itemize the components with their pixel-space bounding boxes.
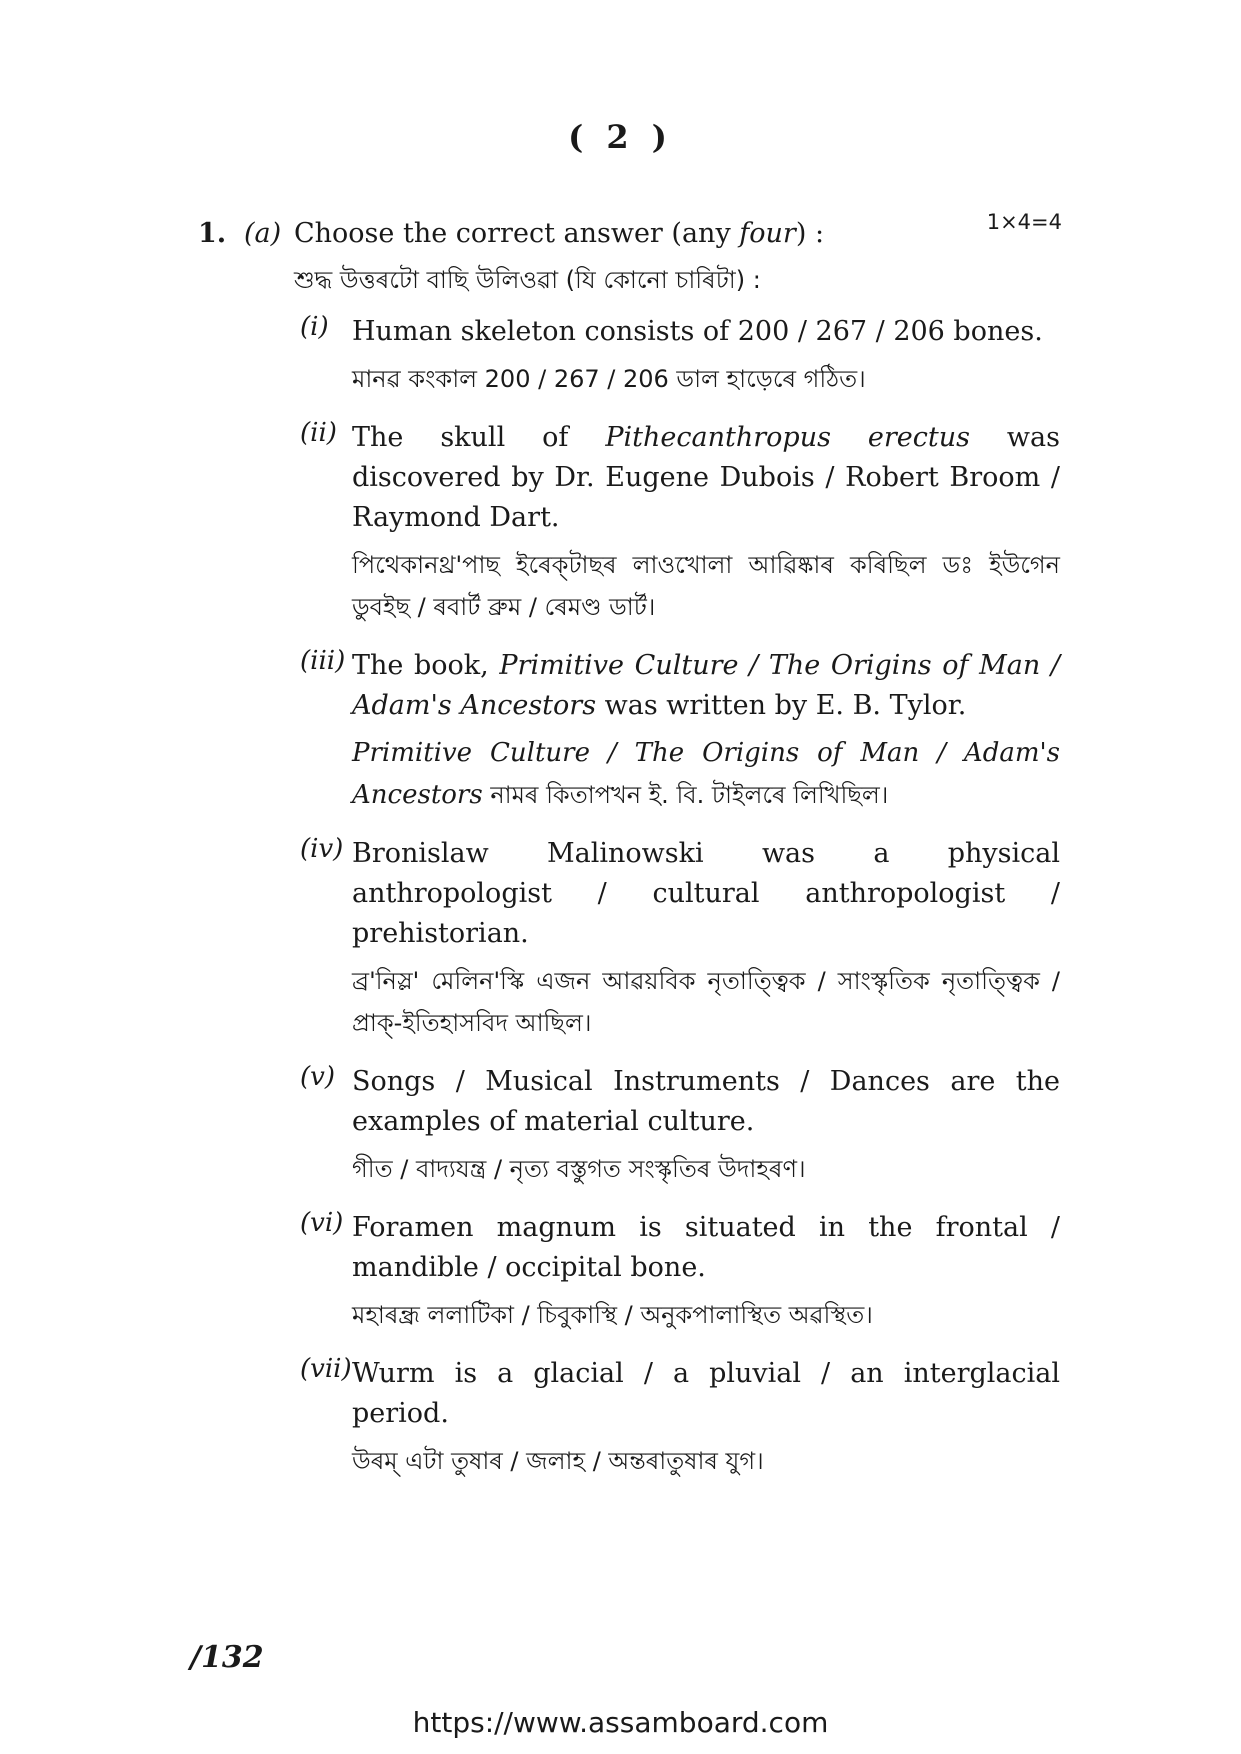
list-item [300,312,1060,400]
item-numeral: (i) [300,312,329,342]
item-body [352,418,1060,628]
item-body [352,1208,1060,1336]
page-number: ( 2 ) [568,118,673,156]
list-item [300,418,1060,628]
item-assamese-text: মানৱ কংকাল 200 / 267 / 206 ডাল হাড়েৰে গঠিত। [352,365,866,393]
item-assamese-text [352,732,1060,816]
item-assamese-text: মহাৰন্ধ্ৰ ললাটিকা / চিবুকাস্থি / অনুকপালাস্থিত অৱস্থিত। [352,1301,873,1329]
question-part: (a) [244,218,282,249]
item-english-text: Bronislaw Malinowski was a physical anthropologist / cultural anthropologist / prehistorian. [352,838,1060,949]
book-titles: Primitive Culture / The Origins of Man / Adam's Ancestors [352,650,1061,721]
text-segment: was written by E. B. Tylor. [596,690,967,721]
item-numeral: (vii) [300,1354,352,1384]
item-english-text: Wurm is a glacial / a pluvial / an interglacial period. [352,1358,1060,1429]
list-item [300,834,1060,1044]
item-body [352,834,1060,1044]
item-numeral: (v) [300,1062,335,1092]
question-marks: 1×4=4 [986,210,1062,234]
item-body [352,646,1060,816]
instruction-prefix: Choose the correct answer (any [294,218,740,249]
question-number: 1. [198,218,227,249]
item-numeral: (iv) [300,834,344,864]
instruction-emphasis: four [739,218,796,249]
species-name: Pithecanthropus erectus [605,422,970,453]
question-instruction-english [294,218,824,249]
item-english-text: Human skeleton consists of 200 / 267 / 206 bones. [352,316,1043,347]
item-english-text: Songs / Musical Instruments / Dances are the examples of material culture. [352,1066,1060,1137]
item-assamese-text: গীত / বাদ্যযন্ত্ৰ / নৃত্য বস্তুগত সংস্কৃতিৰ উদাহৰণ। [352,1155,806,1183]
text-segment: was discovered by Dr. Eugene Dubois / Robert Broom / Raymond Dart. [352,422,1060,533]
item-body [352,312,1060,400]
text-segment: নামৰ কিতাপখন ই. বি. টাইলৰে লিখিছিল। [482,781,889,809]
list-item [300,1354,1060,1482]
item-numeral: (vi) [300,1208,344,1238]
item-assamese-text: ব্ৰ'নিস্ল' মেলিন'স্কি এজন আৱয়বিক নৃতাত্ত্বিক / সাংস্কৃতিক নৃতাত্ত্বিক / প্ৰাক্-ইতিহাসবিদ আছিল। [352,967,1060,1037]
item-english-text [352,646,1060,726]
item-assamese-text: পিথেকানথ্ৰ'পাছ ইৰেক্‌টাছৰ লাওখোলা আৱিষ্কাৰ কৰিছিল ডঃ ইউগেন ডুবইছ / ৰবাৰ্ট ব্ৰুম / ৰেমণ্ড ডাৰ্ট। [352,551,1060,621]
list-item [300,646,1060,816]
book-titles: Primitive Culture / The Origins of Man / Adam's Ancestors [352,738,1060,810]
instruction-suffix: ) : [795,218,825,249]
paper-code: /132 [190,1640,264,1675]
question-instruction-assamese: শুদ্ধ উত্তৰটো বাছি উলিওৱা (যি কোনো চাৰিটা) : [294,266,761,294]
item-english-text [352,418,1060,538]
item-body [352,1354,1060,1482]
item-english-text: Foramen magnum is situated in the frontal / mandible / occipital bone. [352,1212,1060,1283]
question-items [300,312,1060,1500]
item-numeral: (ii) [300,418,337,448]
item-body [352,1062,1060,1190]
list-item [300,1062,1060,1190]
list-item [300,1208,1060,1336]
text-segment: The skull of [352,422,606,453]
text-segment: The book, [352,650,500,681]
item-numeral: (iii) [300,646,346,676]
footer-url: https://www.assamboard.com [412,1706,829,1739]
item-assamese-text: উৰম্‌ এটা তুষাৰ / জলাহ / অন্তৰাতুষাৰ যুগ। [352,1447,764,1475]
